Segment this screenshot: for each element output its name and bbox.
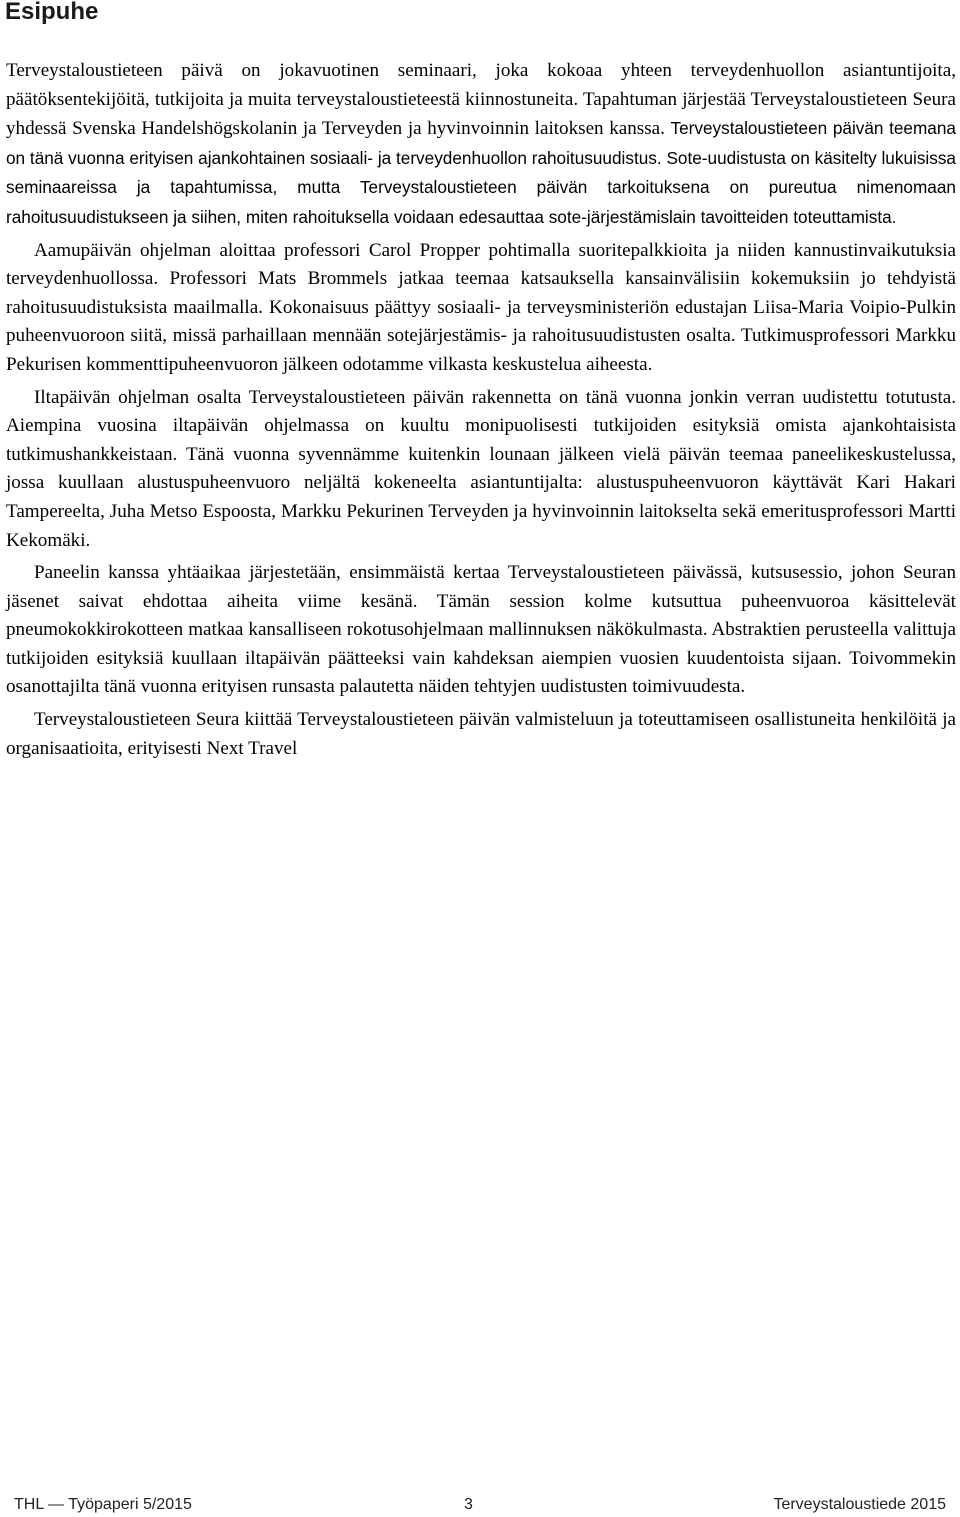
- intro-theme-text: Terveystaloustieteen päivän teemana on tänä vuonna erityisen ajankohtainen sosiaali- ja terveydenhuollon rahoitusuudistus. Sote-uudistusta on käsitelty lukuisissa seminaareissa ja tapahtumissa, mutta Terveystaloustieteen päivän tarkoituksena on pureutua nimenomaan rahoitusuudistukseen ja siihen, miten rahoituksella voidaan edesauttaa sote-järjestämislain tavoitteiden toteuttamista.: [6, 118, 956, 227]
- intro-text: Terveystaloustieteen päivä on jokavuotinen seminaari, joka kokoaa yhteen terveydenhuollon asiantuntijoita, päätöksentekijöitä, tutkijoita ja muita terveystaloustieteestä kiinnostuneita. Tapahtuman järjestää Terveystaloustieteen Seura yhdessä Svenska Handelshögskolanin ja Terveyden ja hyvinvoinnin laitoksen kanssa.: [6, 60, 956, 140]
- page-number: 3: [464, 1496, 473, 1513]
- page-title: Esipuhe: [5, 0, 99, 25]
- paragraph-afternoon-program: Iltapäivän ohjelman osalta Terveystaloustieteen päivän rakennetta on tänä vuonna jonkin verran uudistettu totutusta. Aiempina vuosina iltapäivän ohjelmassa on kuultu monipuolisesti tutkijoiden esityksiä omista ajankohtaisista tutkimushankkeistaan. Tänä vuonna syvennämme kuitenkin lounaan jälkeen vielä päivän teemaa paneelikeskustelussa, jossa kuullaan alustuspuheenvuoro neljältä kokeneelta asiantuntijalta: alustuspuheenvuoron käyttävät Kari Hakari Tampereelta, Juha Metso Espoosta, Markku Pekurinen Terveyden ja hyvinvoinnin laitokselta sekä emeritusprofessori Martti Kekomäki.: [6, 386, 956, 551]
- page-footer: [14, 1494, 946, 1516]
- document-body: [6, 57, 956, 767]
- footer-publication: THL — Työpaperi 5/2015: [14, 1496, 192, 1513]
- paragraph-panel: Paneelin kanssa yhtäaikaa järjestetään, ensimmäistä kertaa Terveystaloustieteen päivässä, kutsusessio, johon Seuran jäsenet saivat ehdottaa aiheita viime kesänä. Tämän session kolme kutsuttua puheenvuoroa käsittelevät pneumokokkirokotteen matkaa kansalliseen rokotusohjelmaan mallinnuksen näkökulmasta. Abstraktien perusteella valittuja tutkijoiden esityksiä kuullaan iltapäivän päätteeksi vain kahdeksan aiempien vuosien kuudentoista sijaan. Toivommekin osanottajilta tänä vuonna erityisen runsasta palautetta näiden tehtyjen uudistusten toimivuudesta.: [6, 562, 956, 698]
- paragraph-thanks: Terveystaloustieteen Seura kiittää Terveystaloustieteen päivän valmisteluun ja toteuttamiseen osallistuneita henkilöitä ja organisaatioita, erityisesti Next Travel: [6, 709, 956, 759]
- paragraph-intro: [6, 57, 956, 233]
- paragraph-morning-program: Aamupäivän ohjelman aloittaa professori Carol Propper pohtimalla suoritepalkkioita ja niiden kannustinvaikutuksia terveydenhuollossa. Professori Mats Brommels jatkaa teemaa katsauksella kansainvälisiin kokemuksiin jo tehdyistä rahoitusuudistuksista maailmalla. Kokonaisuus päättyy sosiaali- ja terveysministeriön edustajan Liisa-Maria Voipio-Pulkin puheenvuoroon siitä, missä parhaillaan mennään sotejärjestämis- ja rahoitusuudistusten osalta. Tutkimusprofessori Markku Pekurisen kommenttipuheenvuoron jälkeen odotamme vilkasta keskustelua aiheesta.: [6, 239, 956, 375]
- footer-series: Terveystaloustiede 2015: [773, 1496, 946, 1513]
